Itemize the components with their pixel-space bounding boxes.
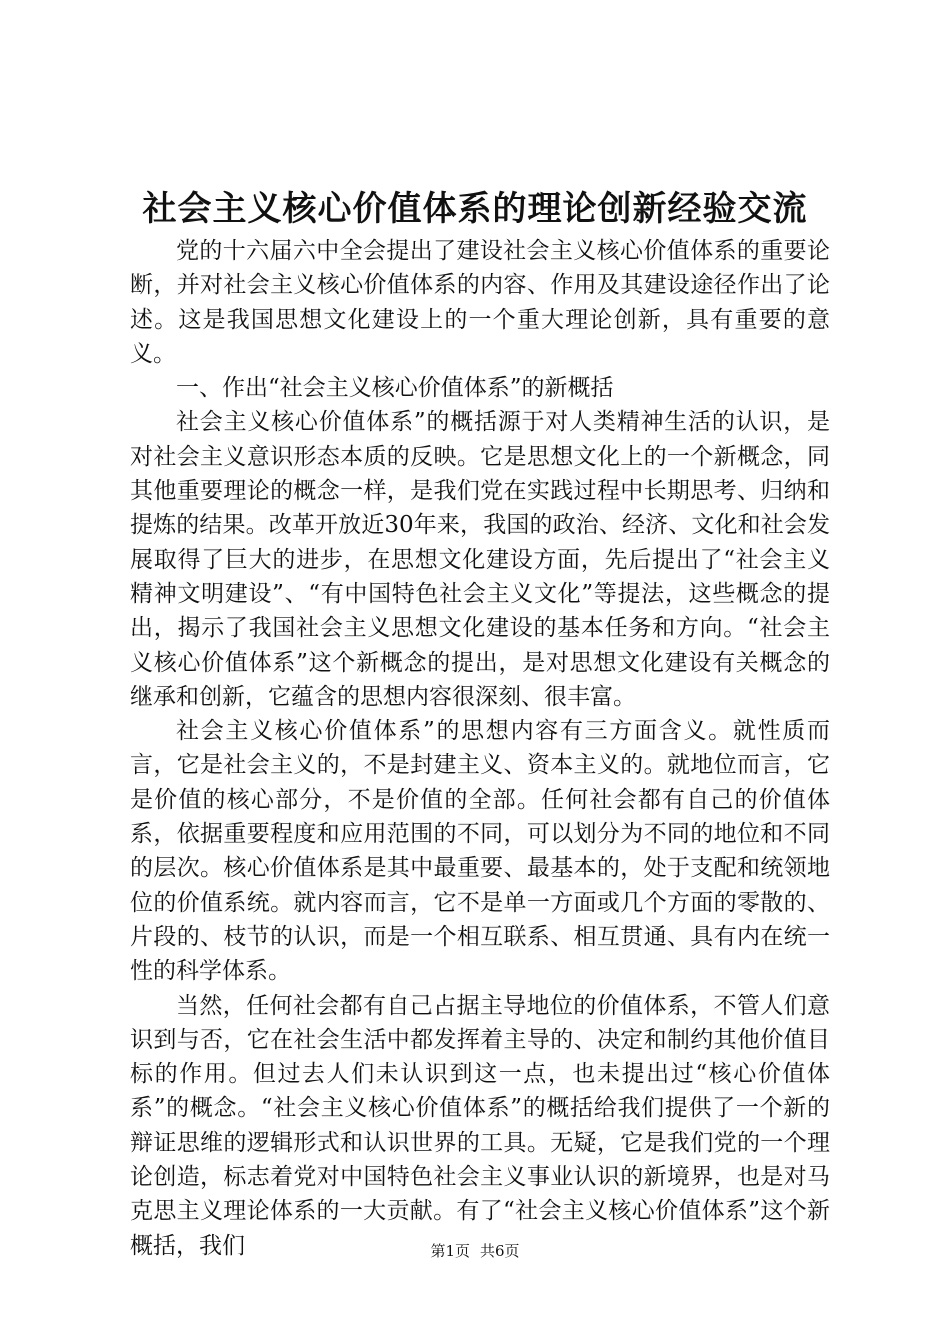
page-total: 共6页 <box>480 1242 520 1260</box>
paragraph-concept-meaning: 社会主义核心价值体系”的思想内容有三方面含义。就性质而言，它是社会主义的，不是封建主义、资本主义的。就地位而言，它是价值的核心部分，不是价值的全部。任何社会都有自己的价值体系，依据重要程度和应用范围的不同，可以划分为不同的地位和不同的层次。核心价值体系是其中最重要、最基本的，处于支配和统领地位的价值系统。就内容而言，它不是单一方面或几个方面的零散的、片段的、枝节的认识，而是一个相互联系、相互贯通、具有内在统一性的科学体系。 <box>130 718 830 985</box>
paragraph-concept-origin: 社会主义核心价值体系”的概括源于对人类精神生活的认识，是对社会主义意识形态本质的反映。它是思想文化上的一个新概念，同其他重要理论的概念一样，是我们党在实践过程中长期思考、归纳和提炼的结果。改革开放近30年来，我国的政治、经济、文化和社会发展取得了巨大的进步，在思想文化建设方面，先后提出了“社会主义精神文明建设”、“有中国特色社会主义文化”等提法，这些概念的提出，揭示了我国社会主义思想文化建设的基本任务和方向。“社会主义核心价值体系”这个新概念的提出，是对思想文化建设有关概念的继承和创新，它蕴含的思想内容很深刻、很丰富。 <box>130 409 830 710</box>
section-heading: 一、作出“社会主义核心价值体系”的新概括 <box>176 375 614 402</box>
document-body <box>130 234 830 1263</box>
page-number: 第1页 <box>430 1242 470 1260</box>
document-title: 社会主义核心价值体系的理论创新经验交流 <box>142 189 808 229</box>
paragraph-intro: 党的十六届六中全会提出了建设社会主义核心价值体系的重要论断，并对社会主义核心价值体系的内容、作用及其建设途径作出了论述。这是我国思想文化建设上的一个重大理论创新，具有重要的意义。 <box>130 238 830 367</box>
paragraph-significance: 当然，任何社会都有自己占据主导地位的价值体系，不管人们意识到与否，它在社会生活中都发挥着主导的、决定和制约其他价值目标的作用。但过去人们未认识到这一点，也未提出过“核心价值体系”的概念。“社会主义核心价值体系”的概括给我们提供了一个新的辩证思维的逻辑形式和认识世界的工具。无疑，它是我们党的一个理论创造，标志着党对中国特色社会主义事业认识的新境界，也是对马克思主义理论体系的一大贡献。有了“社会主义核心价值体系”这个新概括，我们 <box>130 992 830 1259</box>
page-footer <box>0 1241 950 1261</box>
